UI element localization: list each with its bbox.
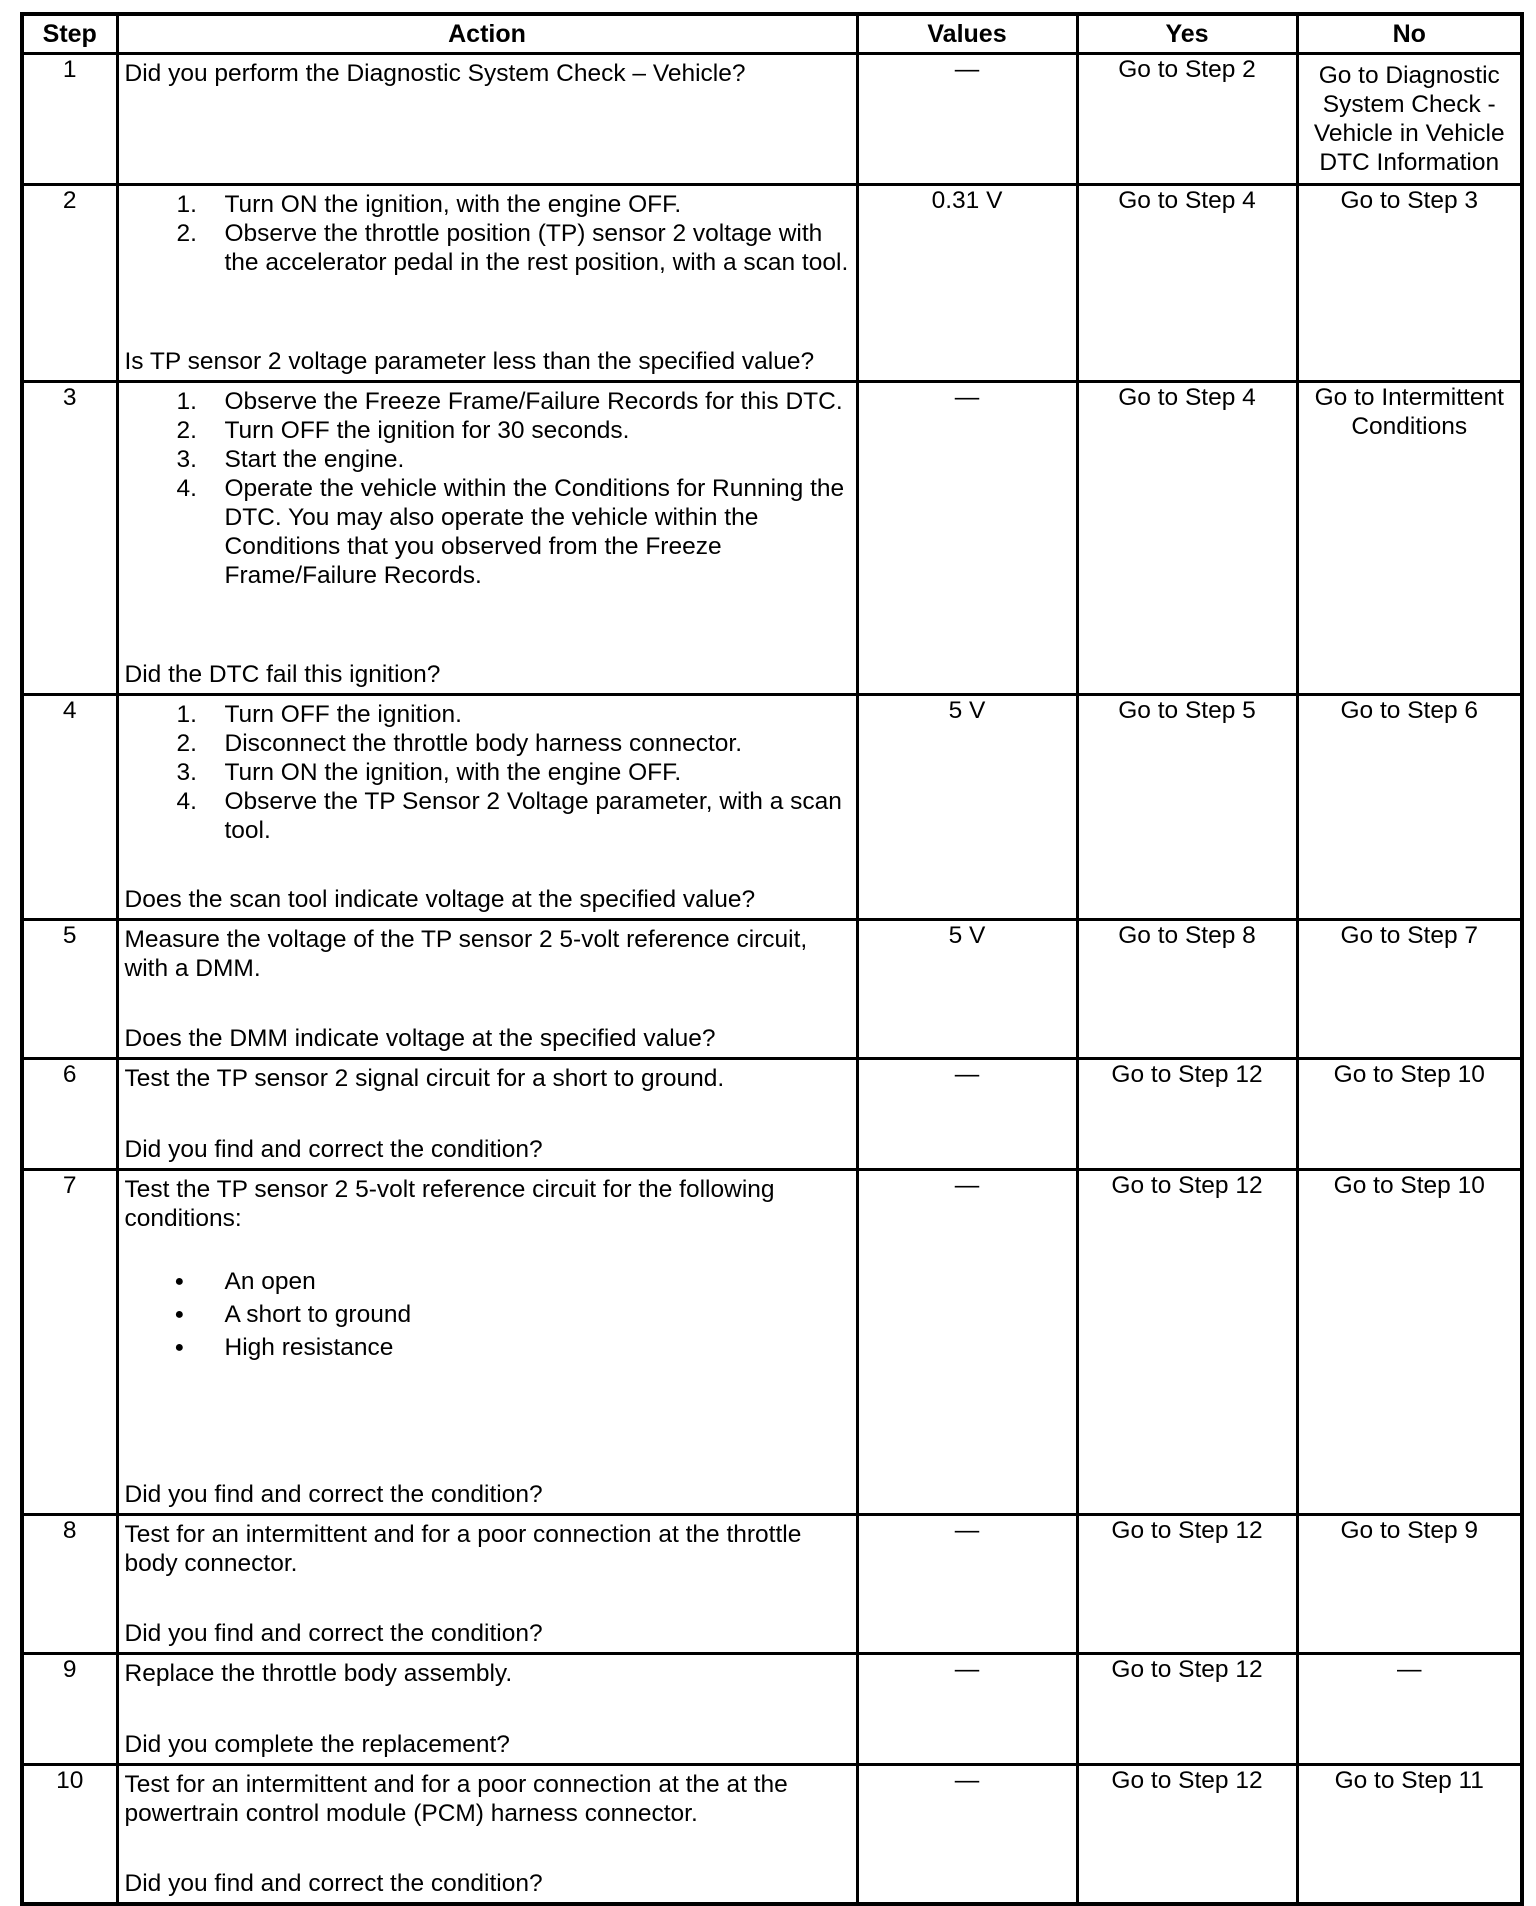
value-cell: —	[857, 1515, 1077, 1654]
table-row	[22, 382, 1522, 695]
action-text: Test the TP sensor 2 signal circuit for a short to ground.	[124, 1065, 725, 1092]
action-question: Did you complete the replacement?	[124, 1731, 510, 1758]
step-number: 5	[22, 920, 117, 1059]
action-step: Observe the TP Sensor 2 Voltage parameter, with a scan tool.	[224, 788, 842, 844]
table-row	[22, 695, 1522, 920]
step-number: 1	[22, 54, 117, 185]
action-question: Does the DMM indicate voltage at the specified value?	[124, 1025, 716, 1052]
value-cell: —	[857, 54, 1077, 185]
action-cell	[117, 1515, 857, 1654]
yes-cell: Go to Step 12	[1077, 1515, 1297, 1654]
table-row	[22, 1654, 1522, 1765]
action-text: Test for an intermittent and for a poor connection at the at the powertrain control module (PCM) harness connector.	[124, 1771, 788, 1827]
table-row	[22, 54, 1522, 185]
table-row	[22, 185, 1522, 382]
yes-cell: Go to Step 12	[1077, 1059, 1297, 1170]
action-cell	[117, 185, 857, 382]
value-cell: —	[857, 1170, 1077, 1515]
action-text: Did you perform the Diagnostic System Check – Vehicle?	[124, 60, 746, 87]
yes-cell: Go to Step 5	[1077, 695, 1297, 920]
yes-cell: Go to Step 4	[1077, 185, 1297, 382]
yes-cell: Go to Step 8	[1077, 920, 1297, 1059]
step-number: 7	[22, 1170, 117, 1515]
action-steps	[125, 190, 850, 277]
action-step: Disconnect the throttle body harness connector.	[224, 730, 743, 757]
action-step: Start the engine.	[224, 446, 405, 473]
value-cell: 0.31 V	[857, 185, 1077, 382]
action-step: Turn OFF the ignition for 30 seconds.	[224, 417, 630, 444]
no-cell: Go to Step 11	[1297, 1765, 1522, 1905]
value-cell: —	[857, 1765, 1077, 1905]
no-cell: Go to Step 10	[1297, 1059, 1522, 1170]
header-step: Step	[22, 14, 117, 54]
step-number: 4	[22, 695, 117, 920]
table-row	[22, 1515, 1522, 1654]
header-no: No	[1297, 14, 1522, 54]
value-cell: —	[857, 382, 1077, 695]
no-cell: Go to Diagnostic System Check - Vehicle in Vehicle DTC Information	[1297, 54, 1522, 185]
action-question: Did the DTC fail this ignition?	[124, 661, 441, 688]
action-steps	[125, 700, 850, 845]
table-row	[22, 1170, 1522, 1515]
action-question: Did you find and correct the condition?	[124, 1620, 543, 1647]
action-cell	[117, 920, 857, 1059]
no-cell: Go to Step 6	[1297, 695, 1522, 920]
yes-cell: Go to Step 12	[1077, 1170, 1297, 1515]
action-text: Measure the voltage of the TP sensor 2 5-volt reference circuit, with a DMM.	[124, 926, 808, 982]
value-cell: 5 V	[857, 695, 1077, 920]
value-cell: —	[857, 1654, 1077, 1765]
action-cell	[117, 695, 857, 920]
table-row	[22, 920, 1522, 1059]
condition-item: ● A short to ground	[125, 1298, 850, 1331]
step-number: 9	[22, 1654, 117, 1765]
action-step: Observe the throttle position (TP) sensor 2 voltage with the accelerator pedal in the rest position, with a scan tool.	[224, 220, 849, 276]
action-step: Turn ON the ignition, with the engine OFF.	[224, 759, 682, 786]
value-cell: 5 V	[857, 920, 1077, 1059]
condition-list	[125, 1265, 850, 1364]
table-row	[22, 1059, 1522, 1170]
action-cell	[117, 1654, 857, 1765]
header-yes: Yes	[1077, 14, 1297, 54]
header-row	[22, 14, 1522, 54]
action-text: Test for an intermittent and for a poor connection at the throttle body connector.	[124, 1521, 802, 1577]
action-steps	[125, 387, 850, 590]
no-cell: Go to Step 9	[1297, 1515, 1522, 1654]
no-cell: Go to Step 3	[1297, 185, 1522, 382]
diagnostic-table-frame	[20, 12, 1520, 1906]
action-question: Did you find and correct the condition?	[124, 1870, 543, 1897]
action-cell	[117, 382, 857, 695]
yes-cell: Go to Step 12	[1077, 1654, 1297, 1765]
action-text: Replace the throttle body assembly.	[124, 1660, 513, 1687]
yes-cell: Go to Step 12	[1077, 1765, 1297, 1905]
action-question: Did you find and correct the condition?	[124, 1481, 543, 1508]
action-step: Operate the vehicle within the Conditions for Running the DTC. You may also operate the vehicle within the Conditions that you observed from the Freeze Frame/Failure Records.	[224, 475, 845, 589]
header-values: Values	[857, 14, 1077, 54]
step-number: 10	[22, 1765, 117, 1905]
action-cell	[117, 54, 857, 185]
action-step: Turn OFF the ignition.	[224, 701, 462, 728]
step-number: 3	[22, 382, 117, 695]
action-cell	[117, 1170, 857, 1515]
no-cell: Go to Step 7	[1297, 920, 1522, 1059]
action-text: Test the TP sensor 2 5-volt reference circuit for the following conditions:	[124, 1176, 775, 1232]
table-row	[22, 1765, 1522, 1905]
no-cell: Go to Step 10	[1297, 1170, 1522, 1515]
no-cell: Go to Intermittent Conditions	[1297, 382, 1522, 695]
action-question: Did you find and correct the condition?	[124, 1136, 543, 1163]
step-number: 8	[22, 1515, 117, 1654]
step-number: 6	[22, 1059, 117, 1170]
action-cell	[117, 1765, 857, 1905]
diagnostic-table	[20, 12, 1524, 1906]
action-question: Is TP sensor 2 voltage parameter less than the specified value?	[124, 348, 815, 375]
action-step: Observe the Freeze Frame/Failure Records for this DTC.	[224, 388, 843, 415]
header-action: Action	[117, 14, 857, 54]
step-number: 2	[22, 185, 117, 382]
condition-item: ● An open	[125, 1265, 850, 1298]
action-step: Turn ON the ignition, with the engine OFF.	[224, 191, 682, 218]
value-cell: —	[857, 1059, 1077, 1170]
condition-item: ● High resistance	[125, 1331, 850, 1364]
action-question: Does the scan tool indicate voltage at the specified value?	[124, 886, 756, 913]
no-cell: —	[1297, 1654, 1522, 1765]
yes-cell: Go to Step 4	[1077, 382, 1297, 695]
action-cell	[117, 1059, 857, 1170]
yes-cell: Go to Step 2	[1077, 54, 1297, 185]
